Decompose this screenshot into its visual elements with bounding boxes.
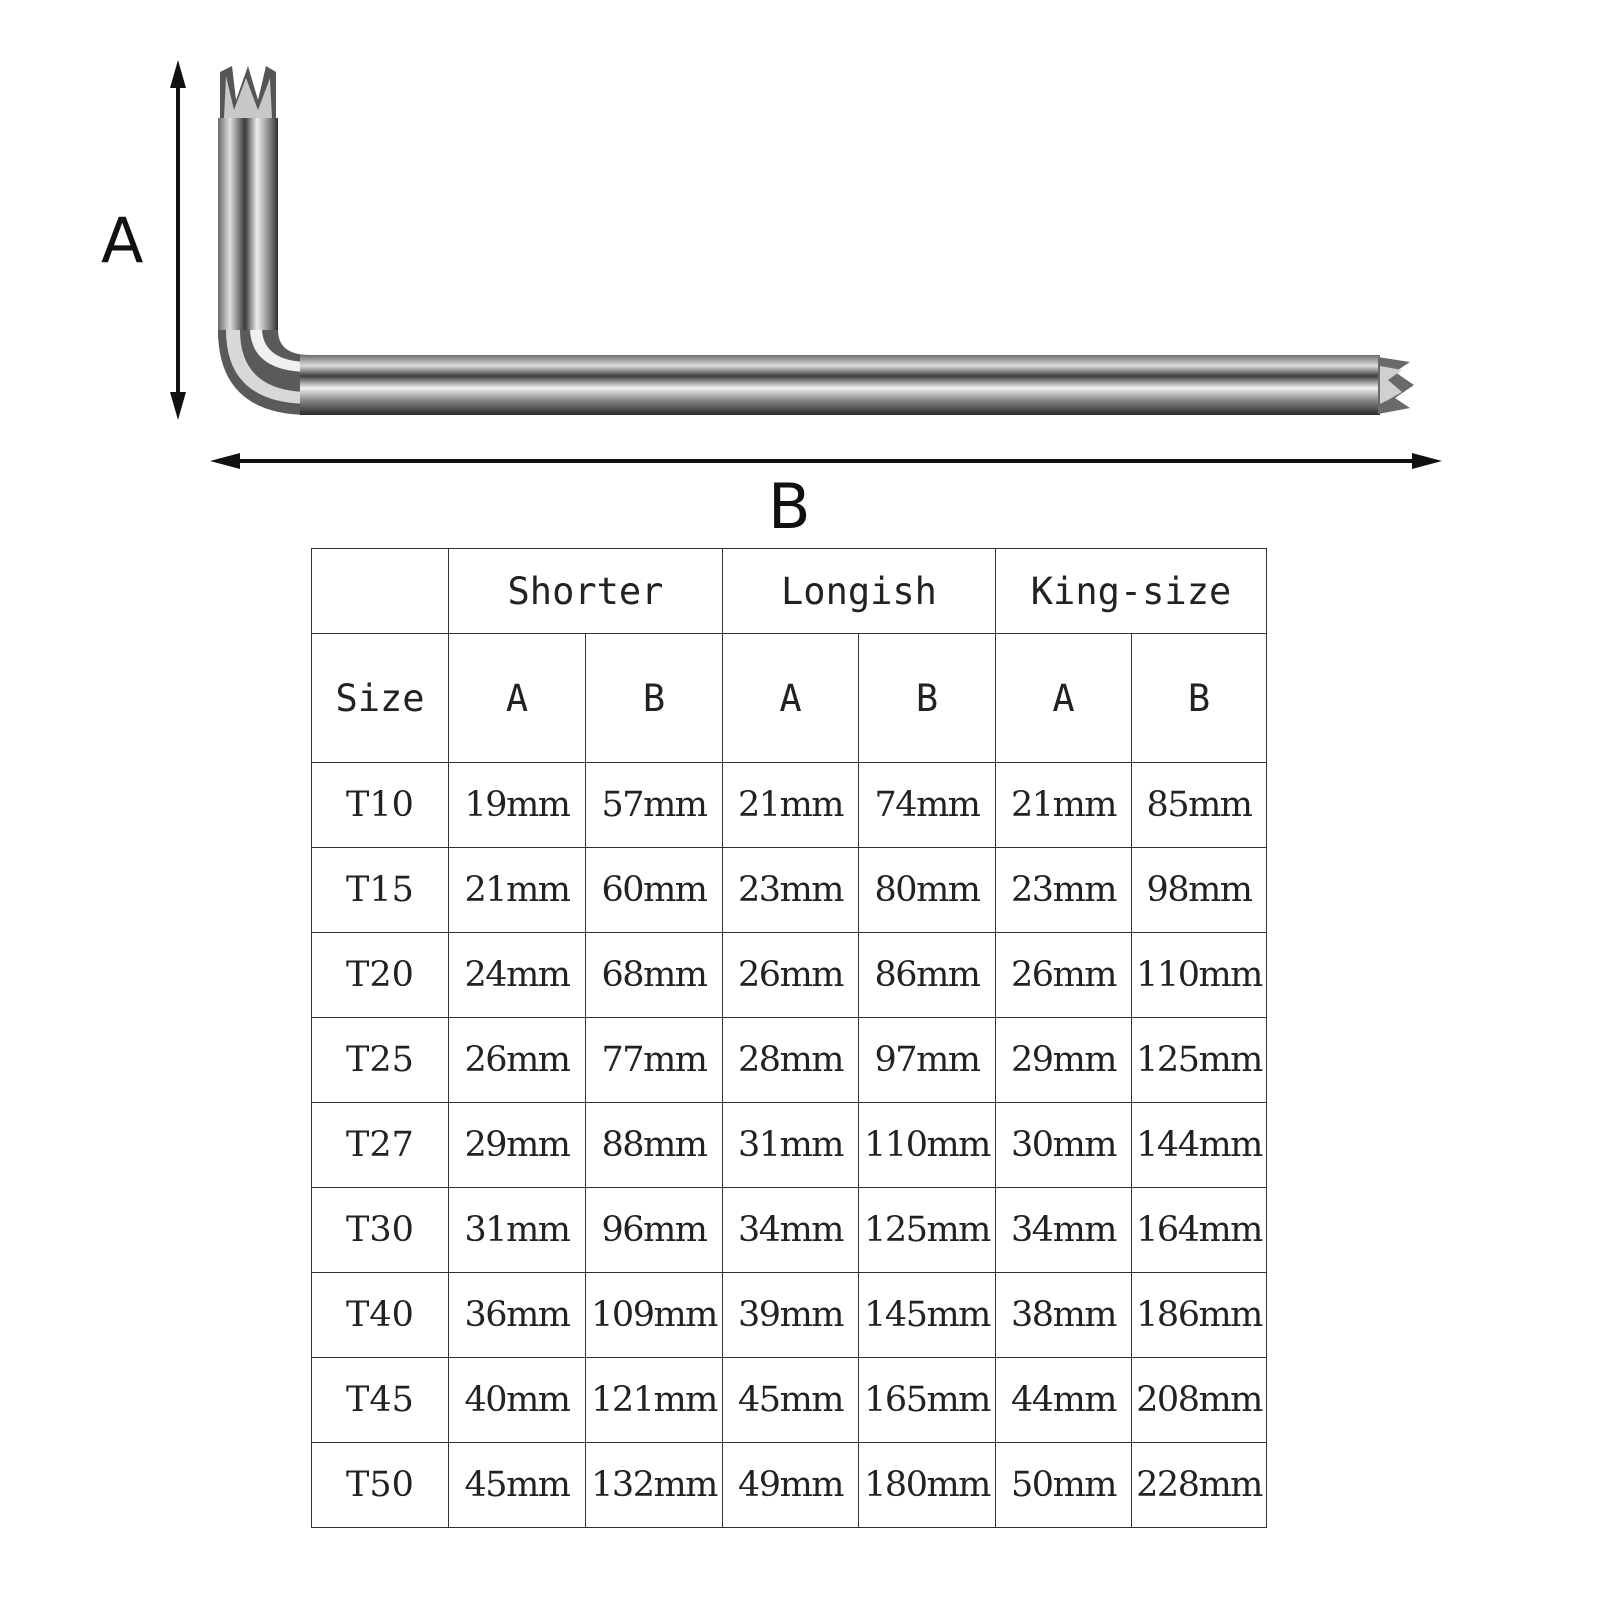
table-cell: 36mm xyxy=(449,1273,586,1358)
table-cell: 125mm xyxy=(859,1188,996,1273)
table-row xyxy=(312,1358,1267,1443)
group-header-shorter: Shorter xyxy=(449,549,723,634)
table-cell: 208mm xyxy=(1132,1358,1267,1443)
table-cell: 88mm xyxy=(586,1103,723,1188)
size-header: Size xyxy=(312,634,449,763)
table-cell: 97mm xyxy=(859,1018,996,1103)
table-cell: 74mm xyxy=(859,763,996,848)
size-cell: T15 xyxy=(312,848,449,933)
table-cell: 21mm xyxy=(996,763,1132,848)
sub-header-b: B xyxy=(859,634,996,763)
table-cell: 28mm xyxy=(723,1018,859,1103)
table-cell: 180mm xyxy=(859,1443,996,1528)
table-cell: 34mm xyxy=(723,1188,859,1273)
sub-header-a: A xyxy=(723,634,859,763)
size-cell: T50 xyxy=(312,1443,449,1528)
table-row xyxy=(312,1443,1267,1528)
table-cell: 164mm xyxy=(1132,1188,1267,1273)
table-cell: 109mm xyxy=(586,1273,723,1358)
table-cell: 50mm xyxy=(996,1443,1132,1528)
table-cell: 29mm xyxy=(449,1103,586,1188)
table-cell: 68mm xyxy=(586,933,723,1018)
size-cell: T20 xyxy=(312,933,449,1018)
table-cell: 21mm xyxy=(723,763,859,848)
table-cell: 31mm xyxy=(723,1103,859,1188)
table-row xyxy=(312,933,1267,1018)
table-cell: 19mm xyxy=(449,763,586,848)
table-cell: 57mm xyxy=(586,763,723,848)
table-row xyxy=(312,848,1267,933)
table-cell: 98mm xyxy=(1132,848,1267,933)
table-cell: 86mm xyxy=(859,933,996,1018)
table-cell: 34mm xyxy=(996,1188,1132,1273)
table-cell: 121mm xyxy=(586,1358,723,1443)
table-cell: 132mm xyxy=(586,1443,723,1528)
table-cell: 23mm xyxy=(996,848,1132,933)
sub-header-b: B xyxy=(1132,634,1267,763)
table-cell: 144mm xyxy=(1132,1103,1267,1188)
size-cell: T40 xyxy=(312,1273,449,1358)
table-cell: 77mm xyxy=(586,1018,723,1103)
table-cell: 45mm xyxy=(449,1443,586,1528)
table-cell: 80mm xyxy=(859,848,996,933)
sub-header-b: B xyxy=(586,634,723,763)
table-cell: 110mm xyxy=(859,1103,996,1188)
table-cell: 26mm xyxy=(723,933,859,1018)
dimension-a-label: A xyxy=(101,204,144,277)
table-cell: 26mm xyxy=(996,933,1132,1018)
dimension-a-arrow xyxy=(170,60,186,420)
wrench-body xyxy=(218,66,1414,415)
size-cell: T30 xyxy=(312,1188,449,1273)
table-cell: 96mm xyxy=(586,1188,723,1273)
sub-header-a: A xyxy=(996,634,1132,763)
table-cell: 49mm xyxy=(723,1443,859,1528)
empty-corner-cell xyxy=(312,549,449,634)
table-cell: 228mm xyxy=(1132,1443,1267,1528)
table-cell: 44mm xyxy=(996,1358,1132,1443)
sub-header-row xyxy=(312,634,1267,763)
table-cell: 110mm xyxy=(1132,933,1267,1018)
table-cell: 85mm xyxy=(1132,763,1267,848)
table-row xyxy=(312,763,1267,848)
table-cell: 165mm xyxy=(859,1358,996,1443)
table-cell: 45mm xyxy=(723,1358,859,1443)
size-cell: T27 xyxy=(312,1103,449,1188)
table-cell: 60mm xyxy=(586,848,723,933)
table-cell: 29mm xyxy=(996,1018,1132,1103)
table-cell: 21mm xyxy=(449,848,586,933)
group-header-longish: Longish xyxy=(723,549,996,634)
torx-l-key-icon xyxy=(0,0,1600,543)
table-cell: 26mm xyxy=(449,1018,586,1103)
size-cell: T45 xyxy=(312,1358,449,1443)
table-row xyxy=(312,1273,1267,1358)
size-cell: T10 xyxy=(312,763,449,848)
table-cell: 125mm xyxy=(1132,1018,1267,1103)
table-cell: 145mm xyxy=(859,1273,996,1358)
table-cell: 38mm xyxy=(996,1273,1132,1358)
table-cell: 40mm xyxy=(449,1358,586,1443)
table-cell: 31mm xyxy=(449,1188,586,1273)
table-row xyxy=(312,1188,1267,1273)
table-row xyxy=(312,1103,1267,1188)
table-cell: 24mm xyxy=(449,933,586,1018)
group-header-row xyxy=(312,549,1267,634)
size-table xyxy=(311,548,1267,1528)
table-cell: 23mm xyxy=(723,848,859,933)
size-cell: T25 xyxy=(312,1018,449,1103)
group-header-king-size: King-size xyxy=(996,549,1267,634)
dimension-b-arrow xyxy=(210,453,1442,469)
table-cell: 186mm xyxy=(1132,1273,1267,1358)
sub-header-a: A xyxy=(449,634,586,763)
dimension-b-label: B xyxy=(768,470,811,543)
table-cell: 30mm xyxy=(996,1103,1132,1188)
table-cell: 39mm xyxy=(723,1273,859,1358)
table-row xyxy=(312,1018,1267,1103)
